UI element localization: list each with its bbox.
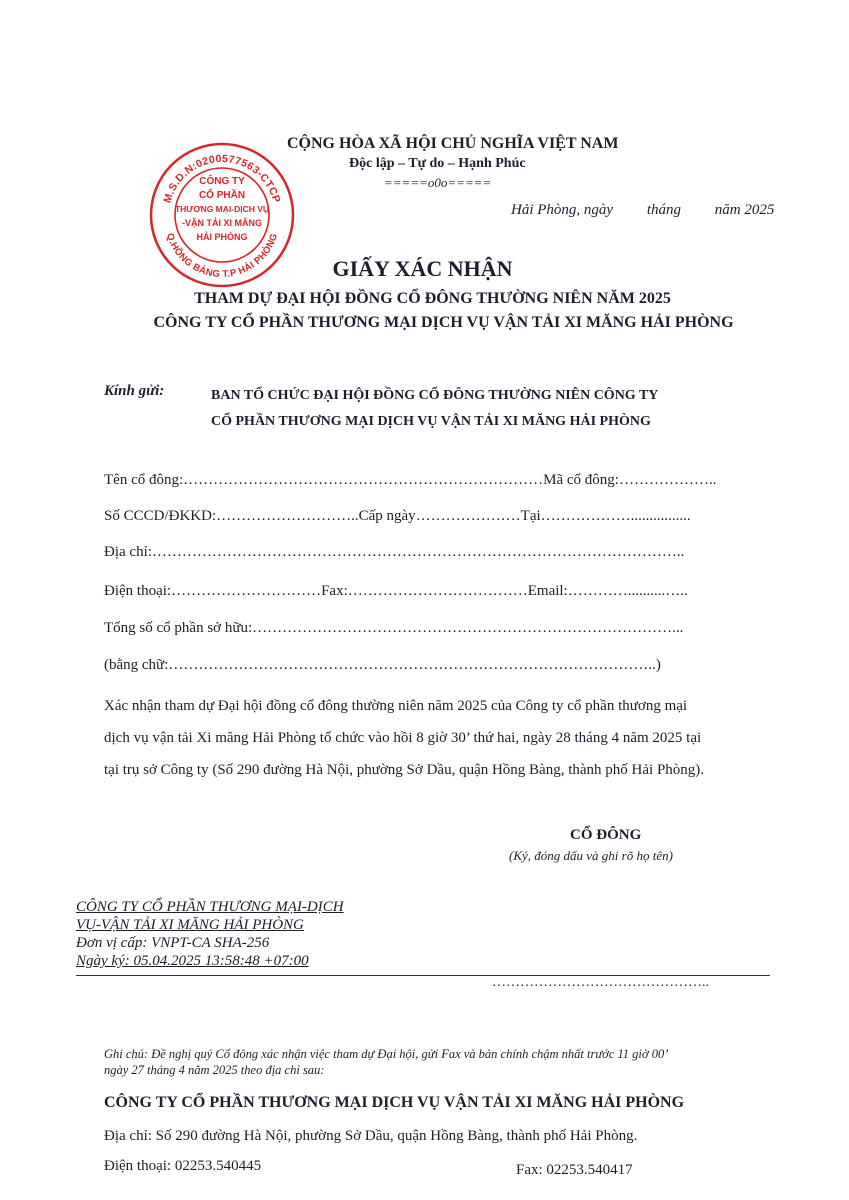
footer-address: Địa chỉ: Số 290 đường Hà Nội, phường Sở Dầu, quận Hồng Bàng, thành phố Hải Phòng. (104, 1128, 638, 1144)
contact-field[interactable]: Điện thoại:…………………………Fax:………………………………Email:…………..........….. (104, 583, 688, 599)
seal-line-1: CÔNG TY (199, 176, 245, 187)
digital-signer-line-1: CÔNG TY CỔ PHẦN THƯƠNG MẠI-DỊCH (76, 899, 344, 915)
separator: =====o0o===== (384, 175, 492, 190)
footer-phone: Điện thoại: 02253.540445 (104, 1158, 262, 1174)
confirmation-line-2: dịch vụ vận tải Xi măng Hải Phòng tổ chức vào hồi 8 giờ 30’ thứ hai, ngày 28 tháng 4 năm 2025 tại (104, 730, 702, 746)
seal-line-5: HẢI PHÒNG (196, 232, 248, 242)
confirmation-line-3: tại trụ sở Công ty (Số 290 đường Hà Nội, phường Sở Dầu, quận Hồng Bàng, thành phố Hải Phòng). (104, 762, 705, 778)
id-number-field[interactable]: Số CCCD/ĐKKD:………………………..Cấp ngày…………………Tại………………................ (104, 508, 691, 524)
confirmation-line-1: Xác nhận tham dự Đại hội đồng cổ đông thường niên năm 2025 của Công ty cổ phần thương mại (104, 698, 688, 714)
shareholder-name-field[interactable]: Tên cổ đông:………………………………………………………………Mã cổ đông:……………….. (104, 472, 717, 488)
shares-in-words-field[interactable]: (bằng chữ:……………………………………………………………………………………..) (104, 657, 661, 673)
footer-note-line-1: Ghi chú: Đề nghị quý Cổ đông xác nhận việc tham dự Đại hội, gửi Fax và bản chính chậm nhất trước 11 giờ 00’ (104, 1047, 669, 1061)
motto: Độc lập – Tự do – Hạnh Phúc (349, 156, 526, 171)
footer-company: CÔNG TY CỔ PHẦN THƯƠNG MẠI DỊCH VỤ VẬN TẢI XI MĂNG HẢI PHÒNG (104, 1094, 685, 1111)
place-date: Hải Phòng, ngày tháng năm 2025 (511, 202, 775, 218)
address-field[interactable]: Địa chỉ:…………………………………………………………………………………………….. (104, 544, 685, 560)
footer-fax: Fax: 02253.540417 (516, 1162, 633, 1178)
signature-title: CỔ ĐÔNG (570, 827, 642, 843)
recipient-line-2: CỔ PHẦN THƯƠNG MẠI DỊCH VỤ VẬN TẢI XI MĂNG HẢI PHÒNG (211, 414, 651, 429)
footer-note-line-2: ngày 27 tháng 4 năm 2025 theo địa chỉ sau: (104, 1063, 325, 1077)
signature-dots: ……………………………………….. (492, 975, 709, 990)
seal-ring-text: M.S.D.N:0200577563-CTCP (161, 152, 283, 205)
shares-owned-field[interactable]: Tổng số cổ phần sở hữu:…………………………………………………………………………... (104, 620, 684, 636)
digital-sign-date: Ngày ký: 05.04.2025 13:58:48 +07:00 (76, 953, 309, 969)
recipient-line-1: BAN TỔ CHỨC ĐẠI HỘI ĐỒNG CỔ ĐÔNG THƯỜNG NIÊN CÔNG TY (211, 388, 659, 403)
seal-line-3: THƯƠNG MẠI-DỊCH VỤ (174, 204, 270, 214)
signature-note: (Ký, đóng dấu và ghi rõ họ tên) (509, 848, 673, 863)
seal-line-4: -VẬN TẢI XI MĂNG (182, 218, 262, 228)
seal-line-2: CỔ PHẦN (198, 190, 246, 201)
document-subtitle-1: THAM DỰ ĐẠI HỘI ĐỒNG CỔ ĐÔNG THƯỜNG NIÊN NĂM 2025 (194, 290, 671, 307)
digital-signer-line-2: VỤ-VẬN TẢI XI MĂNG HẢI PHÒNG (76, 917, 304, 933)
republic-heading: CỘNG HÒA XÃ HỘI CHỦ NGHĨA VIỆT NAM (287, 135, 619, 152)
digital-issuer: Đơn vị cấp: VNPT-CA SHA-256 (76, 935, 270, 951)
seal-ring-bottom: Q.HỒNG BÀNG T.P HẢI PHÒNG (163, 231, 281, 281)
recipient-label: Kính gửi: (104, 383, 165, 399)
document-title: GIẤY XÁC NHẬN (332, 256, 513, 281)
document-subtitle-2: CÔNG TY CỔ PHẦN THƯƠNG MẠI DỊCH VỤ VẬN TẢI XI MĂNG HẢI PHÒNG (153, 314, 734, 331)
